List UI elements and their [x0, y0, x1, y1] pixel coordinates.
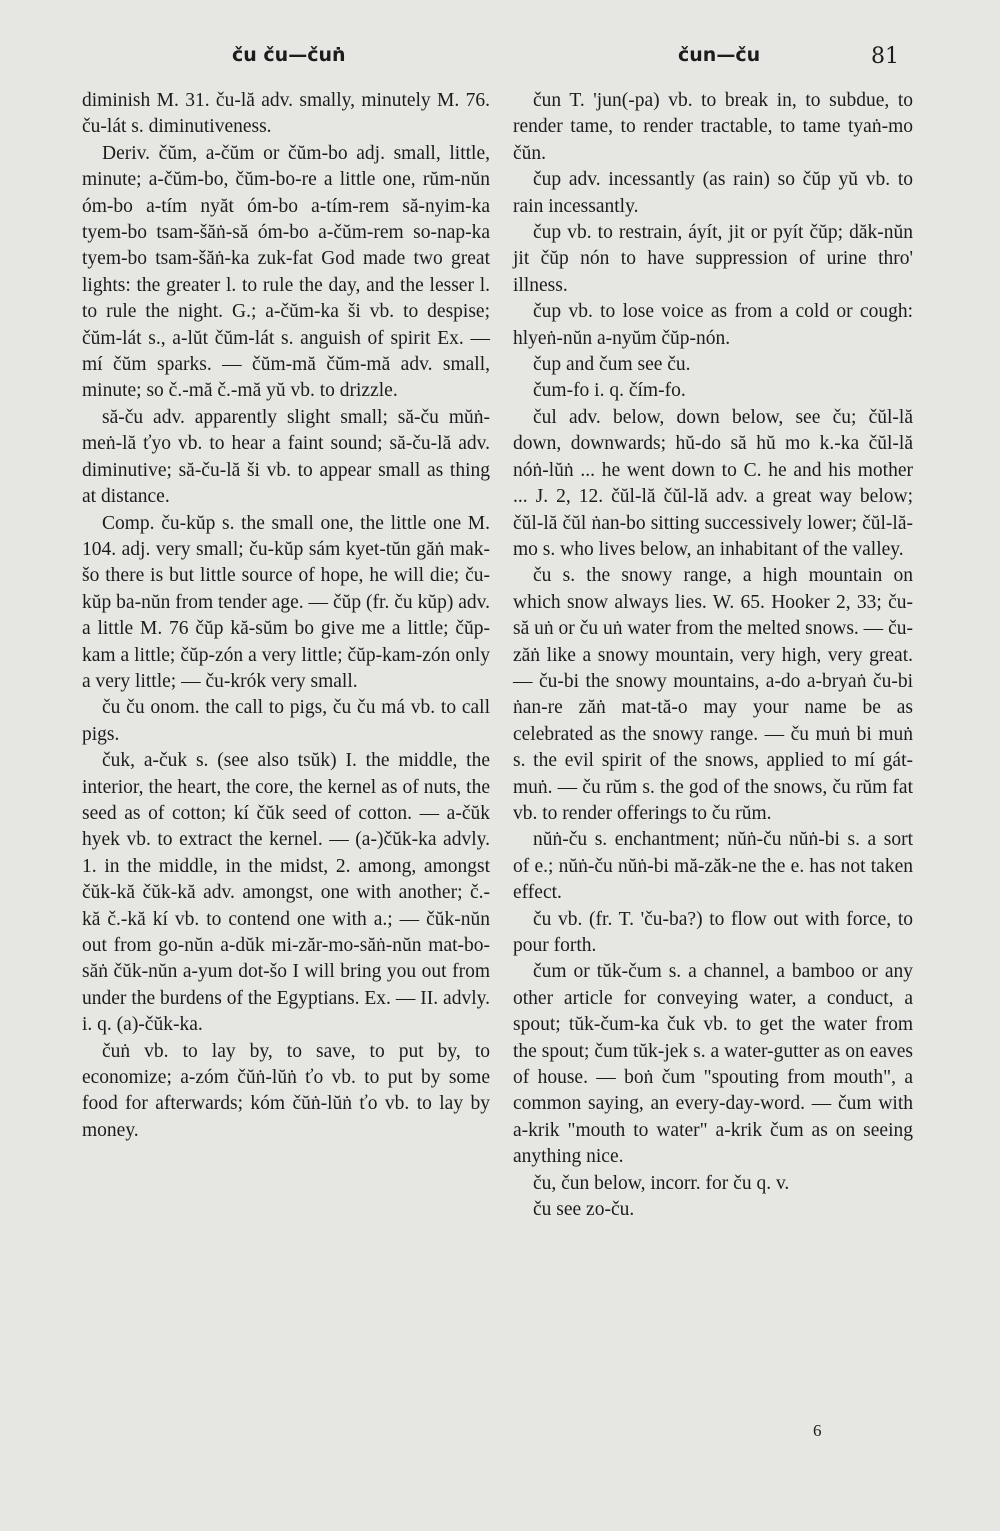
signature-mark: 6: [813, 1421, 822, 1440]
entry-paragraph: čun T. 'jun(-pa) vb. to break in, to subdue, to render tame, to render tractable, to tame tyaṅ-mo čŭn.: [513, 90, 913, 164]
entry-paragraph: čuṅ vb. to lay by, to save, to put by, to economize; a-zóm čŭṅ-lŭṅ ťo vb. to put by some food for afterwards; kóm čŭṅ-lŭṅ ťo vb. to lay by money.: [82, 1040, 490, 1141]
entry-paragraph: ču, čun below, incorr. for ču q. v.: [533, 1172, 790, 1194]
entry-paragraph: ču see zo-ču.: [533, 1199, 635, 1221]
entry-paragraph: čum or tŭk-čum s. a channel, a bamboo or any other article for conveying water, a conduct, a spout; tŭk-čum-ka čuk vb. to get the water from the spout; čum tŭk-jek s. a water-gutter as on eaves of house. — boṅ čum "spouting from mouth", a common saying, an every-day-word. — čum with a-krik "mouth to water" a-krik čum as on seeing anything nice.: [513, 961, 913, 1168]
right-column: [513, 88, 913, 1223]
entry-paragraph: čup vb. to restrain, áyít, jit or pyít čŭp; dăk-nŭn jit čŭp nón to have suppression of urine thro' illness.: [513, 222, 913, 296]
entry-paragraph: čum-fo i. q. čím-fo.: [533, 380, 686, 402]
left-column: [82, 88, 490, 1144]
entry-paragraph: ču vb. (fr. T. 'ču-ba?) to flow out with force, to pour forth.: [513, 908, 913, 956]
entry-paragraph: čup and čum see ču.: [533, 354, 691, 376]
entry-paragraph: čup vb. to lose voice as from a cold or cough: hlyeṅ-nŭn a-nyŭm čŭp-nón.: [513, 301, 913, 349]
page-number: 81: [871, 44, 899, 69]
entry-paragraph: čuk, a-čuk s. (see also tsŭk) I. the middle, the interior, the heart, the core, the kernel as of nuts, the seed as of cotton; kí čŭk seed of cotton. — a-čŭk hyek vb. to extract the kernel. — (a-)čŭk-ka advly. 1. in the middle, in the midst, 2. among, amongst čŭk-kă čŭk-kă adv. amongst, one with another; č.-kă č.-kă kí vb. to contend one with a.; — čŭk-nŭn out from go-nŭn a-dŭk mi-zăr-mo-săṅ-nŭn mat-bo-săṅ čŭk-nŭn a-yum dot-šo I will bring you out from under the burdens of the Egyptians. Ex. — II. advly. i. q. (a)-čŭk-ka.: [82, 750, 490, 1036]
running-head-left: ču ču—čuṅ: [232, 44, 346, 66]
entry-continuation: diminish M. 31. ču-lă adv. smally, minutely M. 76. ču-lát s. diminutiveness.: [82, 90, 490, 138]
entry-paragraph: ču ču onom. the call to pigs, ču ču má vb. to call pigs.: [82, 697, 490, 745]
running-head-right: čun—ču: [678, 44, 761, 66]
entry-paragraph: Deriv. čŭm, a-čŭm or čŭm-bo adj. small, little, minute; a-čŭm-bo, čŭm-bo-re a little one, rŭm-nŭn óm-bo a-tím nyăt óm-bo a-tím-rem să-nyim-ka tyem-bo tsam-šăṅ-să óm-bo a-čŭm-rem so-nap-ka tyem-bo tsam-šăṅ-ka zuk-fat God made two great lights: the greater l. to rule the day, and the lesser l. to rule the night. G.; a-čŭm-ka ši vb. to despise; čŭm-lát s., a-lŭt čŭm-lát s. anguish of spirit Ex. — mí čŭm sparks. — čŭm-mă čŭm-mă adv. small, minute; so č.-mă č.-mă yŭ vb. to drizzle.: [82, 142, 490, 402]
entry-paragraph: ču s. the snowy range, a high mountain on which snow always lies. W. 65. Hooker 2, 33; ču-să uṅ or ču uṅ water from the melted snows. — ču-zăṅ like a snowy mountain, very high, very great. — ču-bi the snowy mountains, a-do a-bryaṅ ču-bi ṅan-re zăṅ mat-tă-o may your name be as celebrated as the snowy range. — ču muṅ bi muṅ s. the evil spirit of the snows, applied to mí gát-muṅ. — ču rŭm s. the god of the snows, ču rŭm fat vb. to render offerings to ču rŭm.: [513, 565, 913, 824]
entry-paragraph: să-ču adv. apparently slight small; să-ču mŭṅ-meṅ-lă ťyo vb. to hear a faint sound; să-ču-lă adv. diminutive; să-ču-lă ši vb. to appear small as thing at distance.: [82, 406, 490, 508]
entry-paragraph: nŭṅ-ču s. enchantment; nŭṅ-ču nŭṅ-bi s. a sort of e.; nŭṅ-ču nŭṅ-bi mă-zăk-ne the e. has not taken effect.: [513, 829, 913, 904]
entry-paragraph: Comp. ču-kŭp s. the small one, the little one M. 104. adj. very small; ču-kŭp sám kyet-tŭn găṅ mak-šo there is but little source of hope, he will die; ču-kŭp ba-nŭn from tender age. — čŭp (fr. ču kŭp) adv. a little M. 76 čŭp kă-sŭm bo give me a little; čŭp-kam a little; čŭp-zón a very little; čŭp-kam-zón only a very little; — ču-krók very small.: [82, 512, 490, 692]
entry-paragraph: čul adv. below, down below, see ču; čŭl-lă down, downwards; hŭ-do să hŭ mo k.-ka čŭl-lă nóṅ-lŭṅ ... he went down to C. he and his mother ... J. 2, 12. čŭl-lă čŭl-lă adv. a great way below; čŭl-lă čŭl ṅan-bo sitting successively lower; čŭl-lă-mo s. who lives below, an inhabitant of the valley.: [513, 406, 913, 560]
entry-paragraph: čup adv. incessantly (as rain) so čŭp yŭ vb. to rain incessantly.: [513, 169, 913, 217]
